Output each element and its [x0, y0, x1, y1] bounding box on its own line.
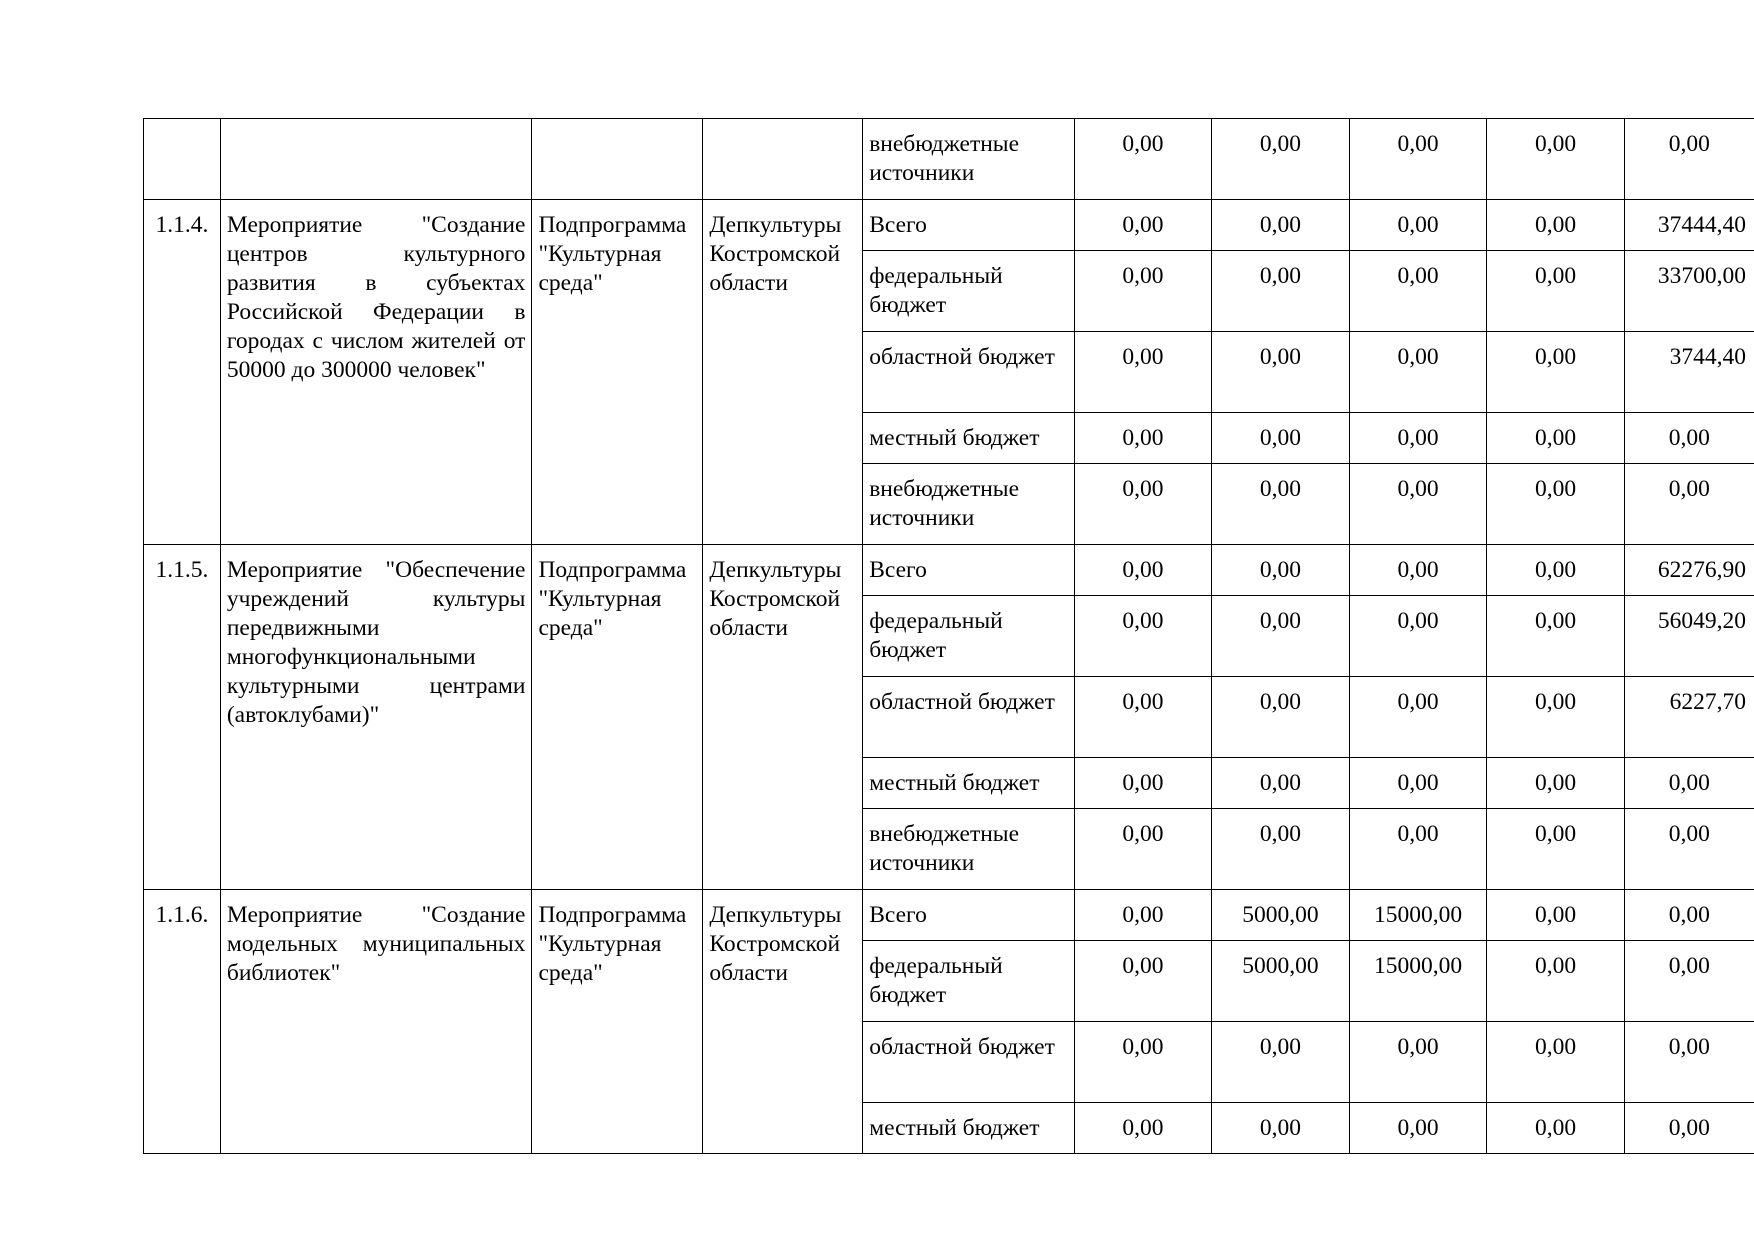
value-cell: 0,00 [1074, 200, 1211, 251]
value-cell: 0,00 [1487, 1022, 1624, 1103]
executor-cell: Депкультуры Костромской области [703, 545, 863, 890]
value-cell: 56049,20 [1624, 596, 1754, 677]
value-cell: 0,00 [1212, 119, 1350, 200]
empty-cell [220, 119, 532, 200]
value-cell: 0,00 [1349, 251, 1487, 332]
value-cell: 62276,90 [1624, 545, 1754, 596]
funding-source-cell: местный бюджет [863, 413, 1075, 464]
value-cell: 0,00 [1624, 1022, 1754, 1103]
funding-source-cell: местный бюджет [863, 1103, 1075, 1154]
value-cell: 0,00 [1624, 890, 1754, 941]
value-cell: 0,00 [1074, 596, 1211, 677]
value-cell: 0,00 [1074, 413, 1211, 464]
value-cell: 0,00 [1349, 596, 1487, 677]
program-cell: Подпрограмма "Культурная среда" [532, 545, 703, 890]
value-cell: 0,00 [1212, 809, 1350, 890]
value-cell: 0,00 [1487, 332, 1624, 413]
value-cell: 0,00 [1487, 545, 1624, 596]
funding-source-cell: федеральный бюджет [863, 596, 1075, 677]
value-cell: 37444,40 [1624, 200, 1754, 251]
value-cell: 0,00 [1624, 1103, 1754, 1154]
value-cell: 0,00 [1349, 1022, 1487, 1103]
value-cell: 0,00 [1212, 677, 1350, 758]
funding-source-cell: областной бюджет [863, 332, 1075, 413]
value-cell: 0,00 [1487, 119, 1624, 200]
empty-cell [144, 119, 221, 200]
value-cell: 0,00 [1624, 464, 1754, 545]
item-code-cell: 1.1.6. [144, 890, 221, 1154]
funding-source-cell: внебюджетные источники [863, 464, 1075, 545]
value-cell: 0,00 [1487, 413, 1624, 464]
value-cell: 0,00 [1349, 413, 1487, 464]
funding-source-cell: внебюджетные источники [863, 119, 1075, 200]
funding-source-cell: федеральный бюджет [863, 251, 1075, 332]
value-cell: 0,00 [1349, 758, 1487, 809]
value-cell: 0,00 [1624, 758, 1754, 809]
value-cell: 0,00 [1074, 119, 1211, 200]
value-cell: 0,00 [1212, 332, 1350, 413]
table-row [144, 890, 1754, 941]
value-cell: 0,00 [1212, 545, 1350, 596]
value-cell: 0,00 [1212, 1022, 1350, 1103]
value-cell: 0,00 [1074, 758, 1211, 809]
value-cell: 0,00 [1487, 809, 1624, 890]
value-cell: 0,00 [1487, 251, 1624, 332]
value-cell: 0,00 [1212, 596, 1350, 677]
value-cell: 0,00 [1212, 200, 1350, 251]
funding-source-cell: Всего [863, 890, 1075, 941]
value-cell: 0,00 [1074, 464, 1211, 545]
empty-cell [703, 119, 863, 200]
table-row [144, 545, 1754, 596]
funding-source-cell: Всего [863, 545, 1075, 596]
value-cell: 0,00 [1074, 1103, 1211, 1154]
value-cell: 0,00 [1074, 332, 1211, 413]
value-cell: 0,00 [1349, 332, 1487, 413]
value-cell: 0,00 [1074, 1022, 1211, 1103]
funding-source-cell: областной бюджет [863, 1022, 1075, 1103]
program-cell: Подпрограмма "Культурная среда" [532, 200, 703, 545]
value-cell: 0,00 [1487, 677, 1624, 758]
value-cell: 0,00 [1624, 809, 1754, 890]
value-cell: 6227,70 [1624, 677, 1754, 758]
item-name-cell: Мероприятие "Обеспечение учреждений культуры передвижными многофункциональными культурными центрами (автоклубами)" [220, 545, 532, 890]
value-cell: 15000,00 [1349, 941, 1487, 1022]
value-cell: 0,00 [1487, 890, 1624, 941]
value-cell: 0,00 [1349, 1103, 1487, 1154]
value-cell: 3744,40 [1624, 332, 1754, 413]
value-cell: 15000,00 [1349, 890, 1487, 941]
value-cell: 0,00 [1074, 251, 1211, 332]
table-row [144, 200, 1754, 251]
value-cell: 0,00 [1212, 464, 1350, 545]
value-cell: 0,00 [1212, 251, 1350, 332]
value-cell: 0,00 [1074, 890, 1211, 941]
funding-source-cell: областной бюджет [863, 677, 1075, 758]
budget-table [143, 118, 1754, 1154]
value-cell: 0,00 [1349, 200, 1487, 251]
table-row [144, 119, 1754, 200]
value-cell: 0,00 [1624, 941, 1754, 1022]
value-cell: 33700,00 [1624, 251, 1754, 332]
value-cell: 0,00 [1487, 1103, 1624, 1154]
value-cell: 0,00 [1487, 200, 1624, 251]
value-cell: 0,00 [1074, 545, 1211, 596]
value-cell: 0,00 [1487, 758, 1624, 809]
value-cell: 0,00 [1349, 677, 1487, 758]
value-cell: 5000,00 [1212, 941, 1350, 1022]
program-cell: Подпрограмма "Культурная среда" [532, 890, 703, 1154]
value-cell: 0,00 [1624, 119, 1754, 200]
funding-source-cell: местный бюджет [863, 758, 1075, 809]
value-cell: 0,00 [1349, 809, 1487, 890]
value-cell: 0,00 [1349, 119, 1487, 200]
item-name-cell: Мероприятие "Создание центров культурного развития в субъектах Российской Федерации в городах с числом жителей от 50000 до 300000 человек" [220, 200, 532, 545]
funding-source-cell: Всего [863, 200, 1075, 251]
value-cell: 0,00 [1349, 464, 1487, 545]
value-cell: 0,00 [1624, 413, 1754, 464]
value-cell: 0,00 [1487, 941, 1624, 1022]
value-cell: 0,00 [1487, 596, 1624, 677]
item-code-cell: 1.1.5. [144, 545, 221, 890]
value-cell: 0,00 [1212, 1103, 1350, 1154]
item-code-cell: 1.1.4. [144, 200, 221, 545]
value-cell: 0,00 [1074, 809, 1211, 890]
value-cell: 0,00 [1074, 941, 1211, 1022]
value-cell: 0,00 [1212, 758, 1350, 809]
executor-cell: Депкультуры Костромской области [703, 200, 863, 545]
empty-cell [532, 119, 703, 200]
value-cell: 0,00 [1074, 677, 1211, 758]
funding-source-cell: федеральный бюджет [863, 941, 1075, 1022]
executor-cell: Депкультуры Костромской области [703, 890, 863, 1154]
value-cell: 0,00 [1349, 545, 1487, 596]
item-name-cell: Мероприятие "Создание модельных муниципальных библиотек" [220, 890, 532, 1154]
value-cell: 0,00 [1212, 413, 1350, 464]
value-cell: 5000,00 [1212, 890, 1350, 941]
value-cell: 0,00 [1487, 464, 1624, 545]
funding-source-cell: внебюджетные источники [863, 809, 1075, 890]
